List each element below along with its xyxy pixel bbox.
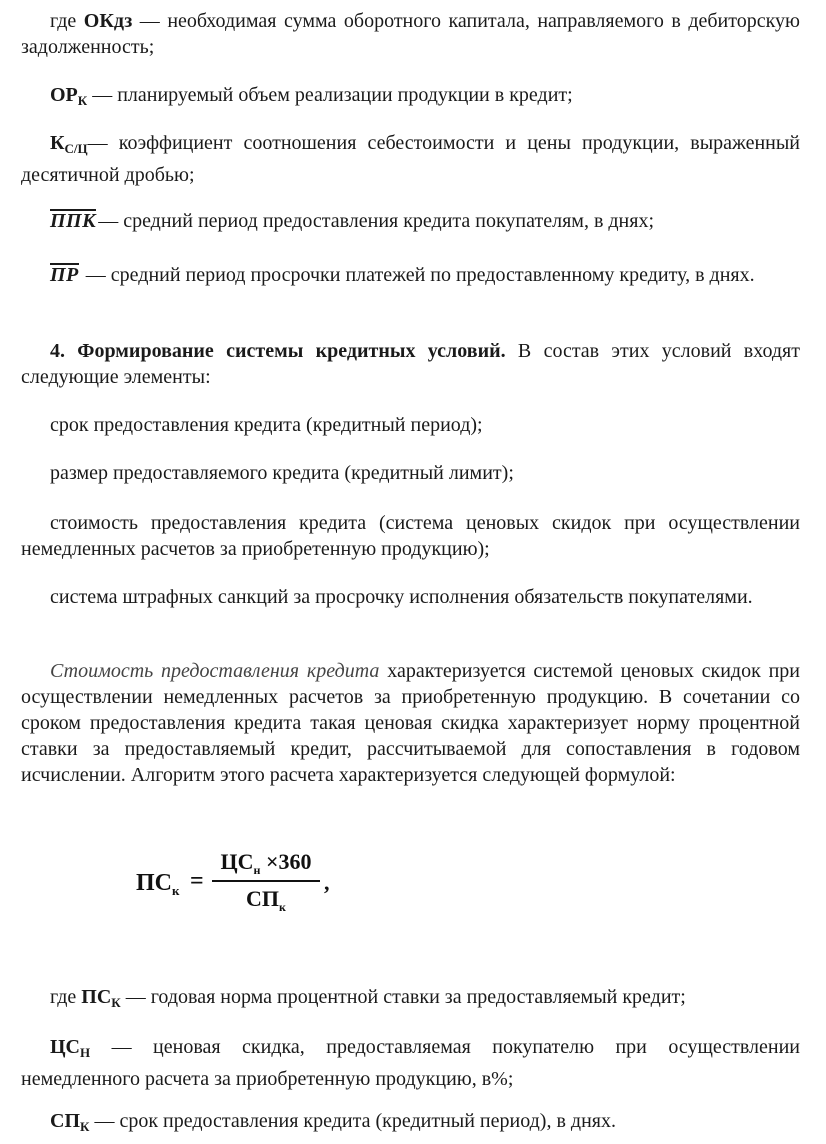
list-item: размер предоставляемого кредита (кредитный лимит); [50,462,514,484]
credit-cost-term: Стоимость предоставления кредита [50,660,380,682]
credit-cost-paragraph: Стоимость предоставления кредита характеризуется системой ценовых скидок при осуществлении немедленных расчетов за приобретенную продукцию. В сочетании со сроком предоставления кредита такая ценовая скидка характеризует норму процентной ставки за предоставляемый кредит, рассчитываемой для сопоставления в годовом исчислении. Алгоритм этого расчета характеризуется следующей формулой: [21,660,800,786]
list-item: система штрафных санкций за просрочку исполнения обязательств покупателями. [50,586,753,608]
definition-cs-n: $ЦС_Н$ — ценовая скидка, предоставляемая покупателю при осуществлении немедленного расчета за приобретенную продукцию, в%; [21,1036,800,1090]
list-item: срок предоставления кредита (кредитный период); [50,414,483,436]
interest-rate-formula [136,846,336,926]
term-okdz: ОКдз [83,10,133,32]
definition-ps-k: где $ПС_К$ — годовая норма процентной ставки за предоставляемый кредит; [50,986,686,1010]
term-sp: СП [50,1110,80,1132]
definition-ppk: ППК — средний период предоставления кредита покупателям, в днях; [50,210,655,232]
term-pr: ПР [50,264,79,286]
definition-or-k: $ОР_К$ — планируемый объем реализации продукции в кредит; [50,84,573,108]
formula-equals: = [190,868,204,894]
definition-okdz: где ОКдз — необходимая сумма оборотного капитала, направляемого в дебиторскую задолженность; [21,10,800,58]
formula-numerator: $ЦС_н \times 360$ [220,849,312,877]
term-ppk: ППК [50,210,97,232]
section-heading: 4. Формирование системы кредитных условий. [50,340,506,362]
formula-denominator: $СП_к$ [246,886,286,914]
formula-fraction-bar [212,880,320,882]
definition-sp-k: $СП_К$ — срок предоставления кредита (кредитный период), в днях. [50,1110,616,1134]
formula-lhs: $ПС_к$ [136,870,180,898]
term-or: ОР [50,84,78,106]
formula-comma: , [324,870,330,895]
term-k: К [50,132,65,154]
term-cs: ЦС [50,1036,80,1058]
term-ps: ПС [81,986,112,1008]
list-item: стоимость предоставления кредита (система ценовых скидок при осуществлении немедленных расчетов за приобретенную продукцию); [21,512,800,560]
definition-pr: ПР — средний период просрочки платежей по предоставленному кредиту, в днях. [50,264,755,286]
section-heading-paragraph: 4. Формирование системы кредитных условий. В состав этих условий входят следующие элементы: [21,340,800,388]
definition-k-s-c: $К_{С/Ц}—$ коэффициент соотношения себестоимости и цены продукции, выраженный десятичной дробью; [21,132,800,186]
